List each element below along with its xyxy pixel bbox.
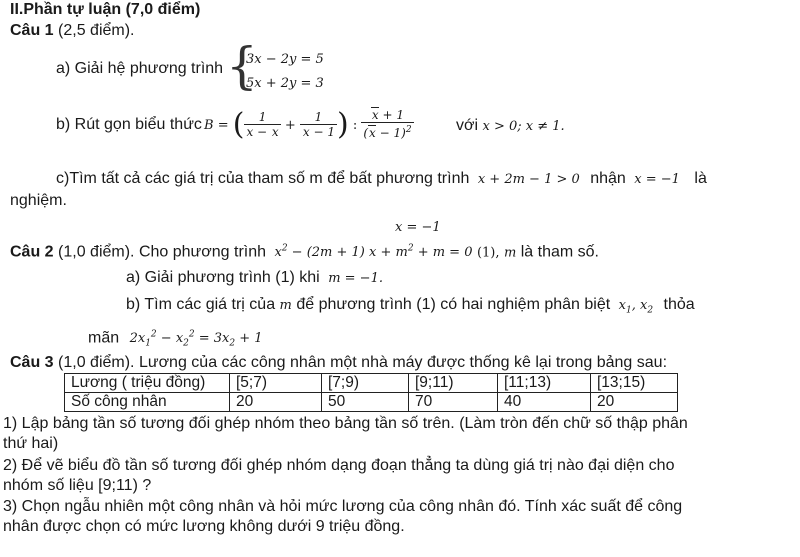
table-cell-interval: [7;9): [322, 374, 409, 393]
q1b-condition: [456, 116, 565, 137]
q1c-ineq: x + 2m − 1 > 0: [477, 172, 580, 187]
q1c-line: [56, 169, 707, 190]
table-cell-interval: [13;15): [591, 374, 678, 393]
q2-param-text: là tham số.: [520, 243, 599, 261]
q2-param: m: [503, 245, 517, 261]
table-header-salary: Lương ( triệu đồng): [65, 374, 230, 393]
table-cell-count: 50: [322, 393, 409, 412]
q2b-text-4: mãn: [88, 329, 120, 347]
q3-points: (1,0 điểm).: [58, 354, 135, 371]
q3-item1-a: 1) Lập bảng tần số tương đối ghép nhóm theo bảng tần số trên. (Làm tròn đến chữ số thập phân: [3, 415, 688, 432]
q1-label: Câu 1: [10, 22, 54, 39]
table-row: [65, 374, 678, 393]
q1a-text: a) Giải hệ phương trình: [56, 60, 224, 77]
q2b-cond-line: [88, 325, 263, 354]
table-cell-count: 20: [230, 393, 322, 412]
q2a-line: [126, 268, 383, 289]
q2a-val: m = −1.: [328, 271, 383, 286]
q2b-cond: $2x_1^2 - x_2^2 = 3x_2 + 1$: [129, 330, 263, 349]
q3-intro: Lương của các công nhân một nhà máy được thống kê lại trong bảng sau:: [138, 354, 668, 371]
q3-item2-b: nhóm số liệu [9;11) ?: [3, 477, 152, 494]
q1-points: (2,5 điểm).: [58, 22, 135, 39]
system-eq-2: 5x + 2y = 3: [246, 76, 324, 91]
q2b-text-3: thỏa: [663, 296, 695, 313]
q1c-text-3: là: [694, 170, 707, 187]
table-row: [65, 393, 678, 412]
q2-line: [10, 239, 599, 263]
table-cell-count: 70: [409, 393, 498, 412]
q3-item2-a: 2) Để vẽ biểu đồ tần số tương đối ghép nhóm dạng đoạn thẳng ta dùng giá trị nào đại diện cho: [3, 457, 675, 474]
q2a-text: a) Giải phương trình (1) khi: [126, 269, 320, 286]
q2-label: Câu 2: [10, 243, 54, 261]
q2b-param: m: [279, 298, 292, 313]
q2-eq-tail: (1),: [476, 245, 500, 261]
table-header-workers: Số công nhân: [65, 393, 230, 412]
q2-equation: $x^2 - (2m + 1) x + m^2 + m = 0$: [274, 244, 473, 261]
q2b-line: [126, 295, 695, 321]
q1-heading: [10, 21, 135, 41]
q1c-text-4: nghiệm.: [10, 192, 67, 209]
brace-symbol: {: [226, 37, 258, 95]
salary-table: [64, 373, 678, 412]
q3-label: Câu 3: [10, 354, 54, 371]
table-cell-count: 20: [591, 393, 678, 412]
q3-line: [10, 353, 667, 373]
equation-system: [226, 37, 356, 95]
expression-b: B = ( $\frac{1}{x - x}$ + $\frac{1}{x - 1}$ ) : $\frac{x + 1}{(x - 1)^2}$: [204, 106, 412, 142]
q1b-cond-math: x > 0; x ≠ 1.: [482, 119, 565, 134]
part-title: II.Phần tự luận (7,0 điểm): [10, 1, 201, 18]
q1b-text: b) Rút gọn biểu thức: [56, 116, 202, 133]
table-cell-count: 40: [498, 393, 591, 412]
q3-item3-b: nhân được chọn có mức lương không dưới 9 triệu đồng.: [3, 518, 405, 535]
q1c-val: x = −1: [634, 172, 680, 187]
q1b-cond-prefix: với: [456, 117, 479, 134]
table-cell-interval: [5;7): [230, 374, 322, 393]
table-cell-interval: [9;11): [409, 374, 498, 393]
q2b-roots: $x_1$, $x_2$: [618, 298, 654, 316]
q2-points: (1,0 điểm).: [58, 243, 135, 261]
q2b-text-1: b) Tìm các giá trị của: [126, 296, 276, 313]
q1c-text-2: nhận: [590, 170, 626, 187]
q1c-text-1: c)Tìm tất cả các giá trị của tham số m để bất phương trình: [56, 170, 470, 187]
table-cell-interval: [11;13): [498, 374, 591, 393]
q1c-center-eq: x = −1: [395, 220, 441, 235]
q3-item3-a: 3) Chọn ngẫu nhiên một công nhân và hỏi mức lương của công nhân đó. Tính xác suất để công: [3, 498, 683, 515]
system-eq-1: 3x − 2y = 5: [246, 52, 324, 67]
q2b-text-2: để phương trình (1) có hai nghiệm phân biệt: [296, 296, 611, 313]
q3-item1-b: thứ hai): [3, 435, 59, 452]
q2-intro: Cho phương trình: [138, 243, 267, 261]
